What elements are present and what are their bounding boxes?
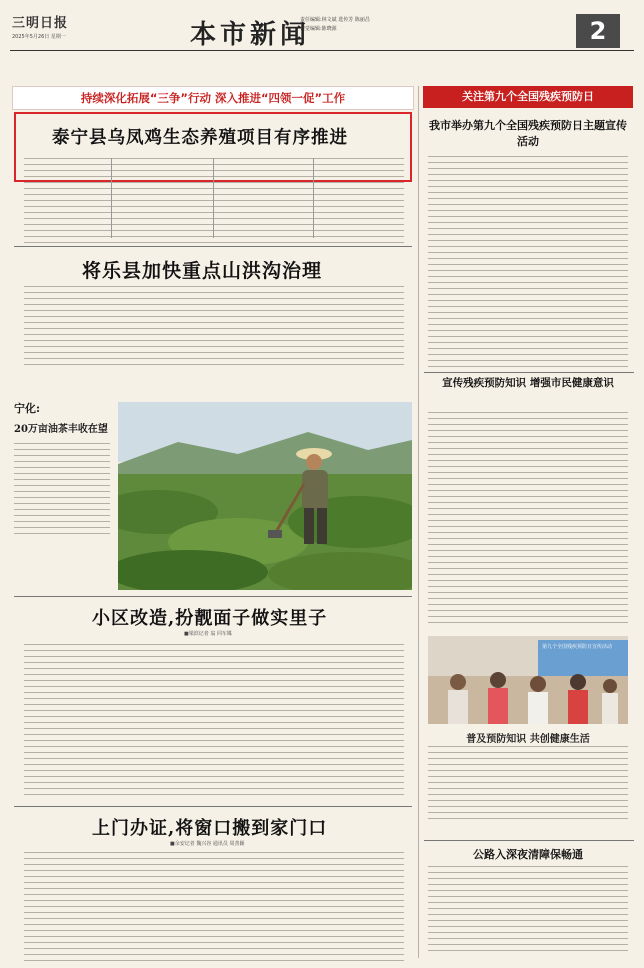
lead-body-text [24, 158, 404, 248]
main-column-divider [418, 86, 419, 958]
col-divider-2 [213, 158, 214, 238]
renovation-body-text [24, 644, 404, 800]
masthead-logo [12, 12, 68, 40]
flood-body-text [24, 286, 404, 370]
divider-right3 [424, 840, 634, 841]
divider-renovation [14, 596, 412, 597]
news-photo-farmer [118, 402, 412, 590]
editors: 责任编辑:林文斌 选传芳 陈丽昌 [300, 17, 370, 23]
date-line: 2025年5月26日 星期一 [12, 34, 66, 40]
sidebar-subtitle: 20万亩油茶丰收在望 [14, 424, 108, 435]
col-divider-1 [111, 158, 112, 238]
editor-info [300, 16, 370, 34]
page-number-badge [576, 14, 620, 48]
service-byline: ■余安记者 魏兴谷 通讯员 周善颖 [170, 841, 245, 847]
service-body-text [24, 852, 404, 966]
side-header-banner [423, 86, 633, 108]
col-divider-3 [313, 158, 314, 238]
renovation-headline: 小区改造,扮靓面子做实里子 [92, 608, 328, 629]
sidebar-box [14, 400, 112, 588]
divider-right2 [424, 372, 634, 373]
right2-body-text [428, 412, 628, 628]
right1-body-text [428, 156, 628, 372]
slogan-text: 持续深化拓展“三争”行动 深入推进“四领一促”工作 [80, 91, 346, 105]
designer: 视觉编辑:陈晓源 [300, 26, 337, 32]
lead-headline: 泰宁县乌凤鸡生态养殖项目有序推进 [52, 128, 348, 148]
right1-headline: 我市举办第九个全国残疾预防日主题宣传活动 [429, 119, 627, 148]
right3-body-text [428, 866, 628, 956]
service-headline: 上门办证,将窗口搬到家门口 [92, 818, 328, 839]
renovation-byline: ■梁滨记者 翁 同车媒 [184, 631, 232, 637]
page-number: 2 [589, 17, 607, 45]
paper-name: 三明日报 [12, 16, 69, 31]
divider-service [14, 806, 412, 807]
photo-caption: 普及预防知识 共创健康生活 [466, 734, 590, 745]
right3-headline: 公路入深夜清障保畅通 [473, 848, 583, 861]
news-photo-event [428, 636, 628, 724]
side-header-text: 关注第九个全国残疾预防日 [462, 90, 594, 103]
sidebar-body-text [14, 443, 110, 534]
right2-headline: 宣传残疾预防知识 增强市民健康意识 [442, 377, 614, 389]
divider-flood [14, 246, 412, 247]
sidebar-title: 宁化: [14, 402, 41, 415]
header-rule [10, 50, 634, 51]
photo-banner-text: 第九个全国残疾预防日宣传活动 [542, 644, 613, 650]
flood-headline: 将乐县加快重点山洪沟治理 [82, 260, 323, 282]
photo-caption-text [428, 746, 628, 824]
slogan-banner [12, 86, 414, 110]
section-title: 本市新闻 [190, 20, 311, 50]
